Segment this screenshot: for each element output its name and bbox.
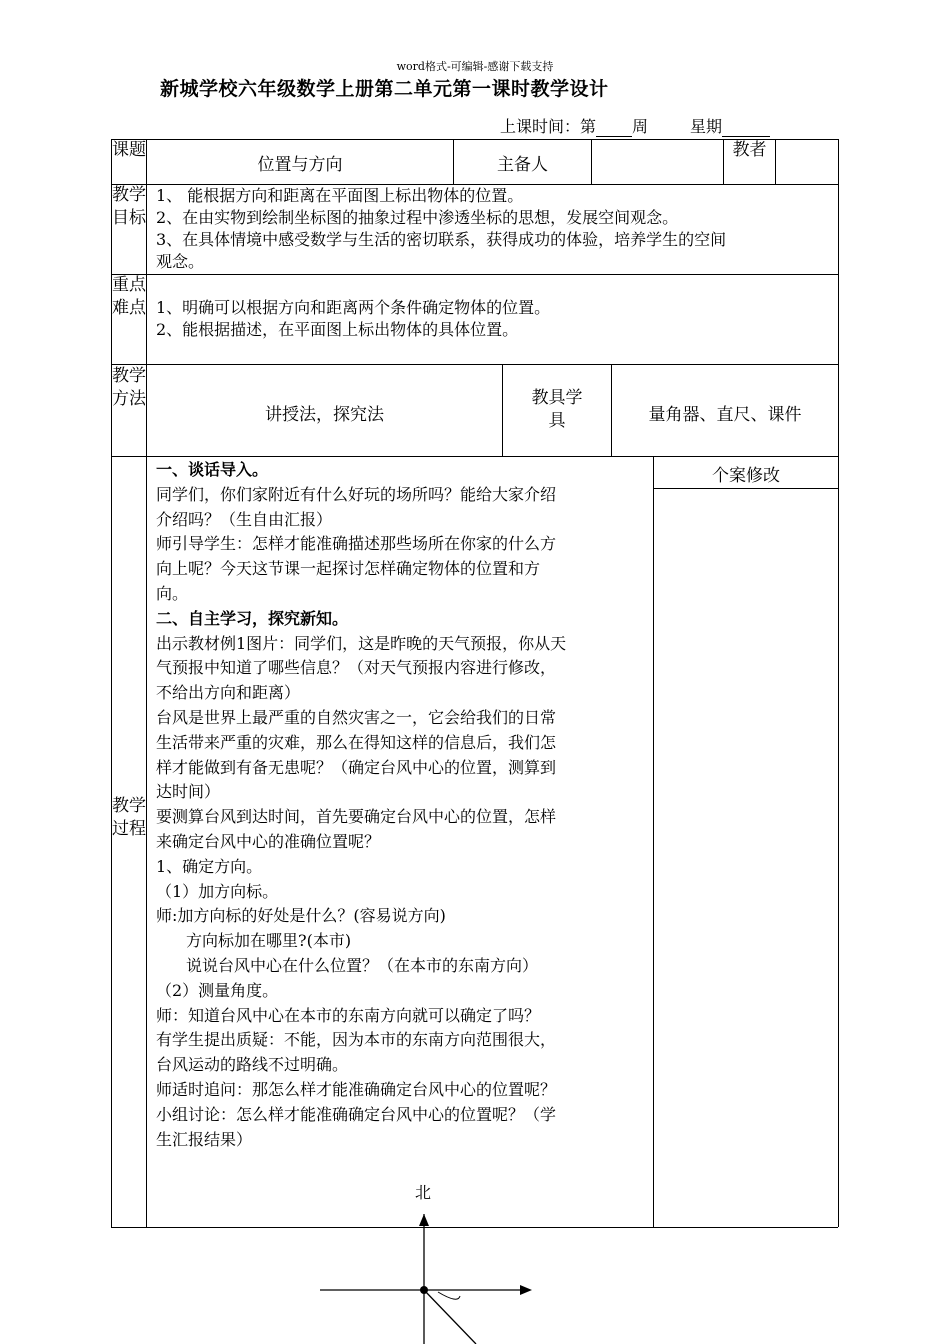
process-line: 向上呢？今天这节课一起探讨怎样确定物体的位置和方 [156, 559, 541, 579]
keypoint-line: 2、能根据描述，在平面图上标出物体的具体位置。 [156, 320, 519, 339]
process-line: 1、确定方向。 [156, 856, 263, 876]
week-label: 周 [632, 117, 649, 136]
east-arrow-icon [520, 1285, 532, 1295]
process-line: 师适时追问：那怎么样才能准确确定台风中心的位置呢？ [156, 1079, 557, 1099]
process-line: 同学们，你们家附近有什么好玩的场所吗？能给大家介绍 [156, 484, 557, 504]
angle-arc [438, 1292, 460, 1299]
page-title: 新城学校六年级数学上册第二单元第一课时教学设计 [160, 78, 609, 100]
process-line: 达时间） [156, 782, 221, 802]
goal-line: 1、 能根据方向和距离在平面图上标出物体的位置。 [156, 186, 524, 205]
tools-value: 量角器、直尺、课件 [648, 405, 802, 425]
process-line: 小组讨论：怎么样才能准确确定台风中心的位置呢？（学 [156, 1104, 557, 1124]
process-line: 气预报中知道了哪些信息？（对天气预报内容进行修改， [156, 658, 557, 678]
process-line: 方向标加在哪里?(本市) [186, 931, 352, 951]
process-line: （1）加方向标。 [156, 881, 279, 901]
weekday-label: 星期 [690, 117, 723, 136]
process-line: （2）测量角度。 [156, 980, 279, 1000]
case-revision-area[interactable] [654, 490, 838, 1226]
process-line: 台风运动的路线不过明确。 [156, 1055, 349, 1075]
process-line: 有学生提出质疑：不能，因为本市的东南方向范围很大， [156, 1030, 557, 1050]
class-time-label: 上课时间：第 [500, 117, 597, 136]
goal-line: 观念。 [156, 252, 205, 271]
process-line: 不给出方向和距离） [156, 683, 301, 703]
process-line: 向。 [156, 583, 189, 603]
week-blank[interactable] [596, 119, 632, 137]
method-label: 教学方法 [112, 366, 146, 409]
section-heading: 二、自主学习，探究新知。 [156, 608, 349, 628]
process-line: 出示教材例1图片：同学们，这是昨晚的天气预报，你从天 [156, 633, 567, 653]
class-time [500, 114, 770, 137]
process-content [156, 458, 646, 1152]
preparer-value[interactable] [592, 140, 723, 184]
keypoints-content [156, 297, 836, 341]
direction-diagram [300, 1200, 550, 1344]
topic-label: 课题 [112, 140, 146, 160]
keypoint-line: 1、明确可以根据方向和距离两个条件确定物体的位置。 [156, 298, 551, 317]
case-revision-header: 个案修改 [712, 466, 780, 486]
keypoints-label: 重点难点 [112, 275, 146, 318]
process-line: 生汇报结果） [156, 1129, 253, 1149]
process-line: 师：知道台风中心在本市的东南方向就可以确定了吗？ [156, 1005, 541, 1025]
process-line: 师引导学生：怎样才能准确描述那些场所在你家的什么方 [156, 534, 557, 554]
teacher-label: 教者 [732, 140, 767, 160]
process-line: 介绍吗？（生自由汇报） [156, 509, 333, 529]
process-line: 生活带来严重的灾难，那么在得知这样的信息后，我们怎 [156, 732, 557, 752]
process-label: 教学过程 [112, 796, 146, 839]
process-line: 样才能做到有备无患呢？（确定台风中心的位置，测算到 [156, 757, 557, 777]
process-line: 台风是世界上最严重的自然灾害之一，它会给我们的日常 [156, 707, 557, 727]
process-line: 来确定台风中心的准确位置呢？ [156, 831, 381, 851]
section-heading: 一、谈话导入。 [156, 460, 269, 479]
teacher-value[interactable] [776, 140, 838, 184]
header-note: word格式-可编辑-感谢下载支持 [396, 60, 554, 73]
goal-line: 3、在具体情境中感受数学与生活的密切联系，获得成功的体验，培养学生的空间 [156, 230, 727, 249]
tools-label: 教具学具 [531, 388, 583, 431]
process-line: 师:加方向标的好处是什么？(容易说方向) [156, 906, 446, 926]
goals-label: 教学目标 [112, 185, 146, 228]
process-line: 说说台风中心在什么位置？（在本市的东南方向） [186, 955, 539, 975]
goals-content [156, 185, 836, 273]
method-value: 讲授法，探究法 [265, 405, 384, 425]
process-line: 要测算台风到达时间，首先要确定台风中心的位置，怎样 [156, 807, 557, 827]
north-arrow-icon [419, 1214, 429, 1226]
north-label: 北 [415, 1183, 432, 1202]
goal-line: 2、在由实物到绘制坐标图的抽象过程中渗透坐标的思想，发展空间观念。 [156, 208, 679, 227]
topic-value: 位置与方向 [257, 155, 343, 175]
preparer-label: 主备人 [497, 155, 548, 175]
weekday-blank[interactable] [722, 119, 770, 137]
